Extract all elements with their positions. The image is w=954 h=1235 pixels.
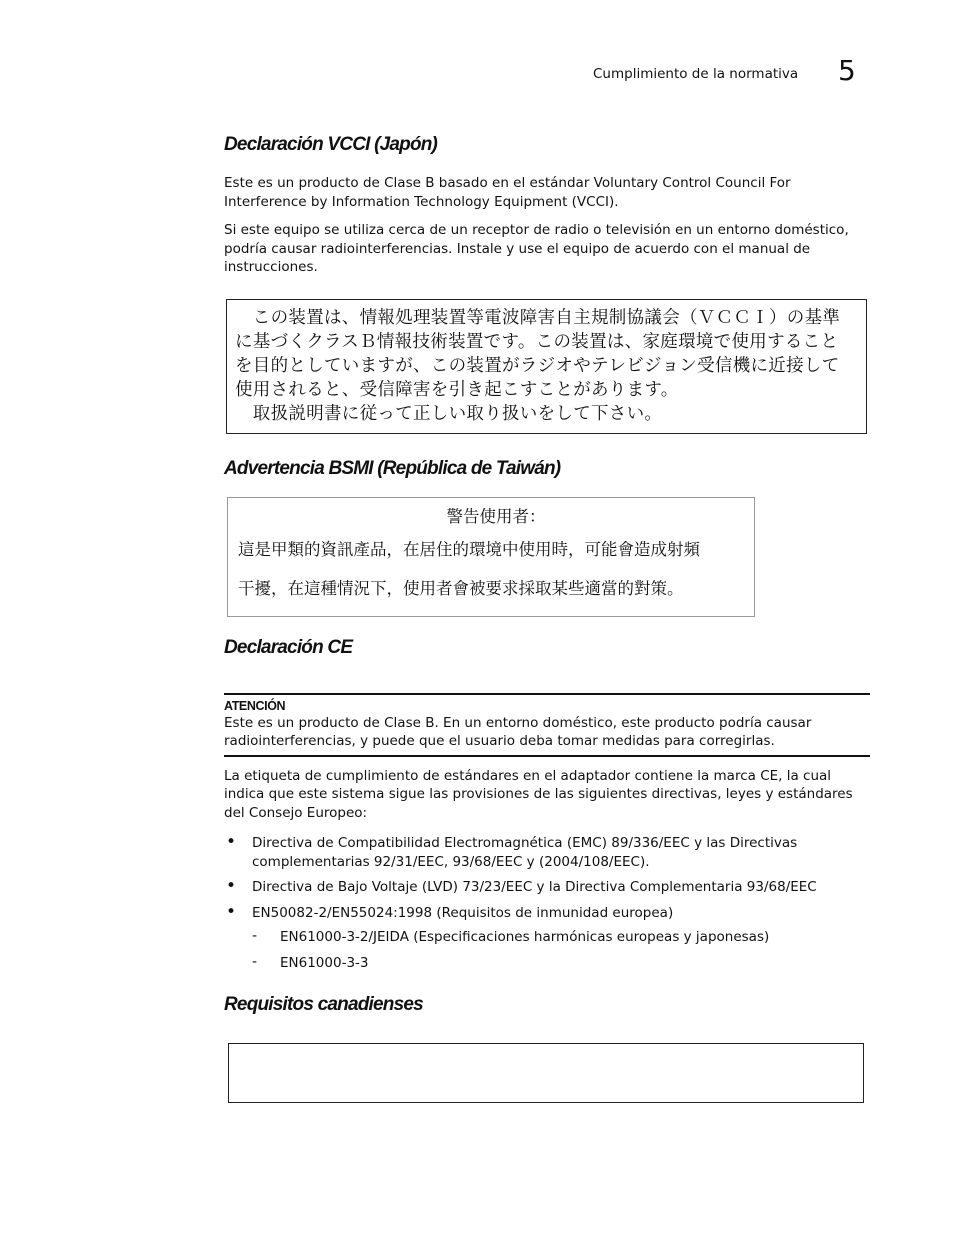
- page-header-section-title: Cumplimiento de la normativa: [593, 66, 799, 82]
- bsmi-heading: Advertencia BSMI (República de Taiwán): [224, 457, 561, 479]
- ce-directives-list: [224, 834, 870, 972]
- ce-attention-notice: [224, 693, 870, 757]
- chinese-line: 這是甲類的資訊產品，在居住的環境中使用時，可能會造成射頻: [238, 539, 700, 559]
- chinese-line: 干擾，在這種情況下，使用者會被要求採取某些適當的對策。: [238, 578, 684, 598]
- chapter-number: 5: [838, 54, 856, 87]
- ce-sub-list: [252, 928, 870, 972]
- japanese-line: この装置は、情報処理装置等電波障害自主規制協議会（ＶＣＣＩ）の基準: [235, 307, 841, 328]
- bsmi-notice-title: 警告使用者：: [446, 506, 546, 526]
- attention-text: Este es un producto de Clase B. En un entorno doméstico, este producto podría causar radiointerferencias, y puede que el usuario deba tomar medidas para corregirlas.: [224, 714, 812, 749]
- canada-notice-box: [228, 1043, 864, 1103]
- ce-paragraph: La etiqueta de cumplimiento de estándares en el adaptador contiene la marca CE, la cual indica que este sistema sigue las provisiones de las siguientes directivas, leyes y estándares del Consejo Europeo:: [224, 767, 853, 821]
- vcci-heading: Declaración VCCI (Japón): [224, 134, 438, 155]
- bsmi-chinese-notice-box: [227, 497, 755, 617]
- list-item: [224, 878, 870, 897]
- list-item-text: • Directiva de Bajo Voltaje (LVD) 73/23/EEC y la Directiva Complementaria 93/68/EEC: [252, 879, 817, 895]
- list-item: [224, 904, 870, 973]
- japanese-line: 取扱説明書に従って正しい取り扱いをして下さい。: [235, 403, 663, 424]
- japanese-line: を目的としていますが、この装置がラジオやテレビジョン受信機に近接して: [235, 355, 840, 376]
- sub-list-item-text: - EN61000-3-3: [280, 954, 369, 971]
- list-item-text: • EN50082-2/EN55024:1998 (Requisitos de inmunidad europea): [252, 904, 674, 921]
- vcci-japanese-notice-box: [226, 299, 867, 434]
- sub-list-item-text: - EN61000-3-2/JEIDA (Especificaciones harmónicas europeas y japonesas): [280, 929, 770, 945]
- list-item: [224, 834, 870, 871]
- japanese-line: に基づくクラスＢ情報技術装置です。この装置は、家庭環境で使用すること: [235, 331, 839, 352]
- japanese-line: 使用されると、受信障害を引き起こすことがあります。: [235, 379, 679, 400]
- ce-heading: Declaración CE: [224, 636, 353, 658]
- list-item-text: • Directiva de Compatibilidad Electromagnética (EMC) 89/336/EEC y las Directivas complementarias 92/31/EEC, 93/68/EEC y (2004/108/EEC).: [252, 835, 798, 870]
- vcci-paragraph: Este es un producto de Clase B basado en el estándar Voluntary Control Council For Interference by Information Technology Equipment (VCCI).: [224, 175, 791, 210]
- canada-heading: Requisitos canadienses: [224, 994, 423, 1015]
- attention-label: ATENCIÓN: [224, 698, 286, 713]
- vcci-paragraph: Si este equipo se utiliza cerca de un receptor de radio o televisión en un entorno doméstico, podría causar radiointerferencias. Instale y use el equipo de acuerdo con el manual de instrucciones.: [224, 222, 849, 275]
- sub-list-item: [252, 954, 870, 973]
- page-content: [224, 134, 870, 1103]
- sub-list-item: [252, 928, 870, 947]
